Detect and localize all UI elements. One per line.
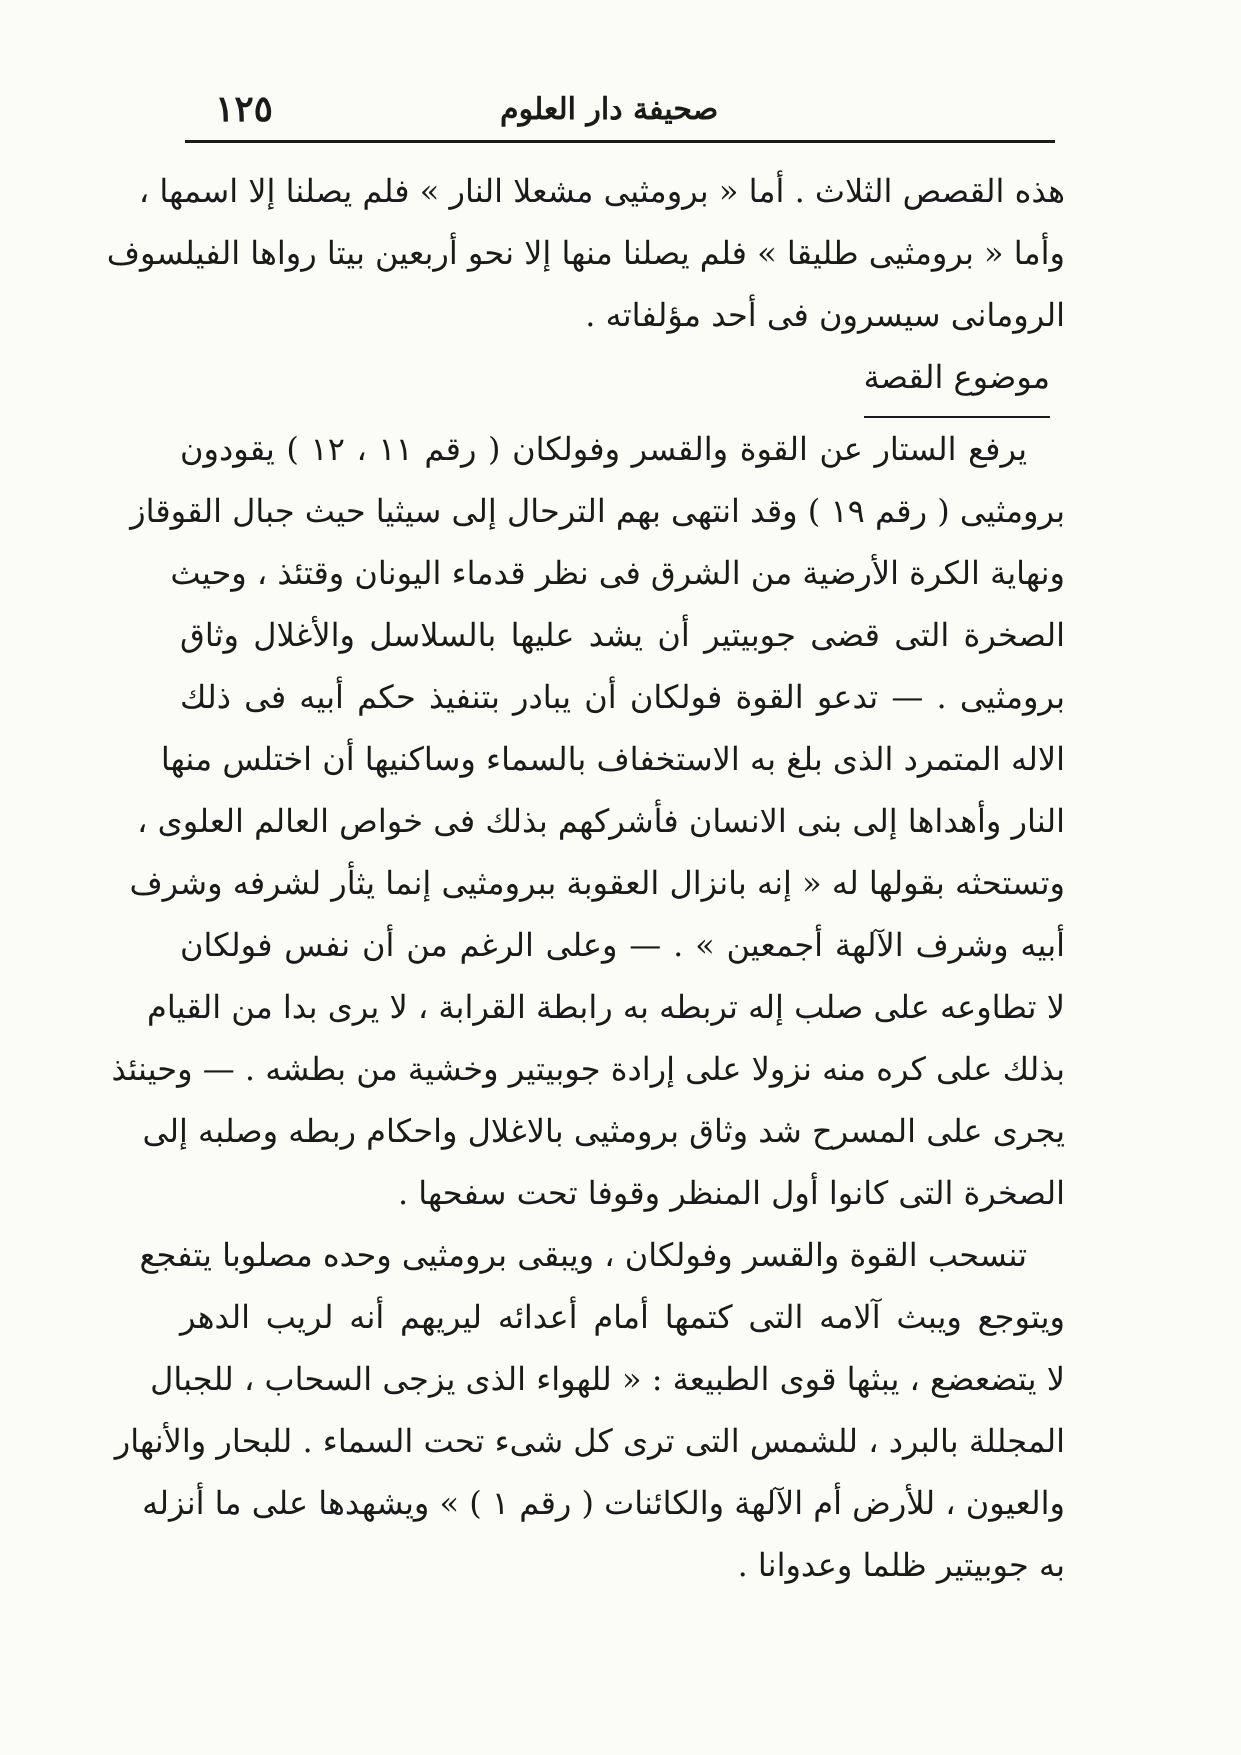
paragraph-3 <box>114 1224 1065 1596</box>
text-line: ويتوجع ويبث آلامه التى كتمها أمام أعدائه ليريهم أنه لريب الدهر <box>180 1298 1065 1336</box>
text-line: تنسحب القوة والقسر وفولكان ، ويبقى برومثيى وحده مصلوبا يتفجع <box>139 1236 1027 1274</box>
text-line: لا يتضعضع ، يبثها قوى الطبيعة : « للهواء الذى يزجى السحاب ، للجبال <box>150 1360 1065 1398</box>
page-number: ١٢٥ <box>215 88 274 130</box>
text-line: الصخرة التى قضى جوبيتير أن يشد عليها بالسلاسل والأغلال وثاق <box>180 616 1065 654</box>
text-line: لا تطاوعه على صلب إله تربطه به رابطة القرابة ، لا يرى بدا من القيام <box>147 988 1065 1026</box>
text-line: والعيون ، للأرض أم الآلهة والكائنات ( رقم ١ ) » ويشهدها على ما أنزله <box>142 1484 1065 1522</box>
running-head: صحيفة دار العلوم <box>500 92 719 127</box>
header-rule <box>185 140 1055 143</box>
text-line: ونهاية الكرة الأرضية من الشرق فى نظر قدماء اليونان وقتئذ ، وحيث <box>170 554 1065 592</box>
text-line: الاله المتمرد الذى بلغ به الاستخفاف بالسماء وساكنيها أن اختلس منها <box>160 740 1065 778</box>
text-line: يرفع الستار عن القوة والقسر وفولكان ( رقم ١١ ، ١٢ ) يقودون <box>180 430 1027 468</box>
paragraph-2 <box>111 418 1065 1224</box>
text-line: به جوبيتير ظلما وعدوانا . <box>737 1546 1065 1584</box>
text-line: وأما « برومثيى طليقا » فلم يصلنا منها إلا نحو أربعين بيتا رواها الفيلسوف <box>106 234 1065 272</box>
text-line: بذلك على كره منه نزولا على إرادة جوبيتير وخشية من بطشه . — وحينئذ <box>111 1050 1065 1088</box>
text-line: وتستحثه بقولها له « إنه بانزال العقوبة ببرومثيى إنما يثأر لشرفه وشرف <box>129 864 1065 902</box>
text-line: هذه القصص الثلاث . أما « برومثيى مشعلا النار » فلم يصلنا إلا اسمها ، <box>138 172 1065 210</box>
section-heading-wrap <box>180 346 1065 418</box>
text-line: برومثيى ( رقم ١٩ ) وقد انتهى بهم الترحال إلى سيثيا حيث جبال القوقاز <box>130 492 1065 530</box>
page-body <box>106 160 1065 1596</box>
text-line: النار وأهداها إلى بنى الانسان فأشركهم بذلك فى خواص العالم العلوى ، <box>137 802 1065 840</box>
section-heading: موضوع القصة <box>864 346 1050 418</box>
text-line: المجللة بالبرد ، للشمس التى ترى كل شىء تحت السماء . للبحار والأنهار <box>114 1422 1065 1460</box>
paragraph-1 <box>106 160 1065 346</box>
text-line: يجرى على المسرح شد وثاق برومثيى بالاغلال واحكام ربطه وصلبه إلى <box>142 1112 1065 1150</box>
text-line: الصخرة التى كانوا أول المنظر وقوفا تحت سفحها . <box>397 1174 1065 1212</box>
text-line: الرومانى سيسرون فى أحد مؤلفاته . <box>585 296 1065 334</box>
text-line: برومثيى . — تدعو القوة فولكان أن يبادر بتنفيذ حكم أبيه فى ذلك <box>180 678 1065 716</box>
text-line: أبيه وشرف الآلهة أجمعين » . — وعلى الرغم من أن نفس فولكان <box>180 926 1065 964</box>
